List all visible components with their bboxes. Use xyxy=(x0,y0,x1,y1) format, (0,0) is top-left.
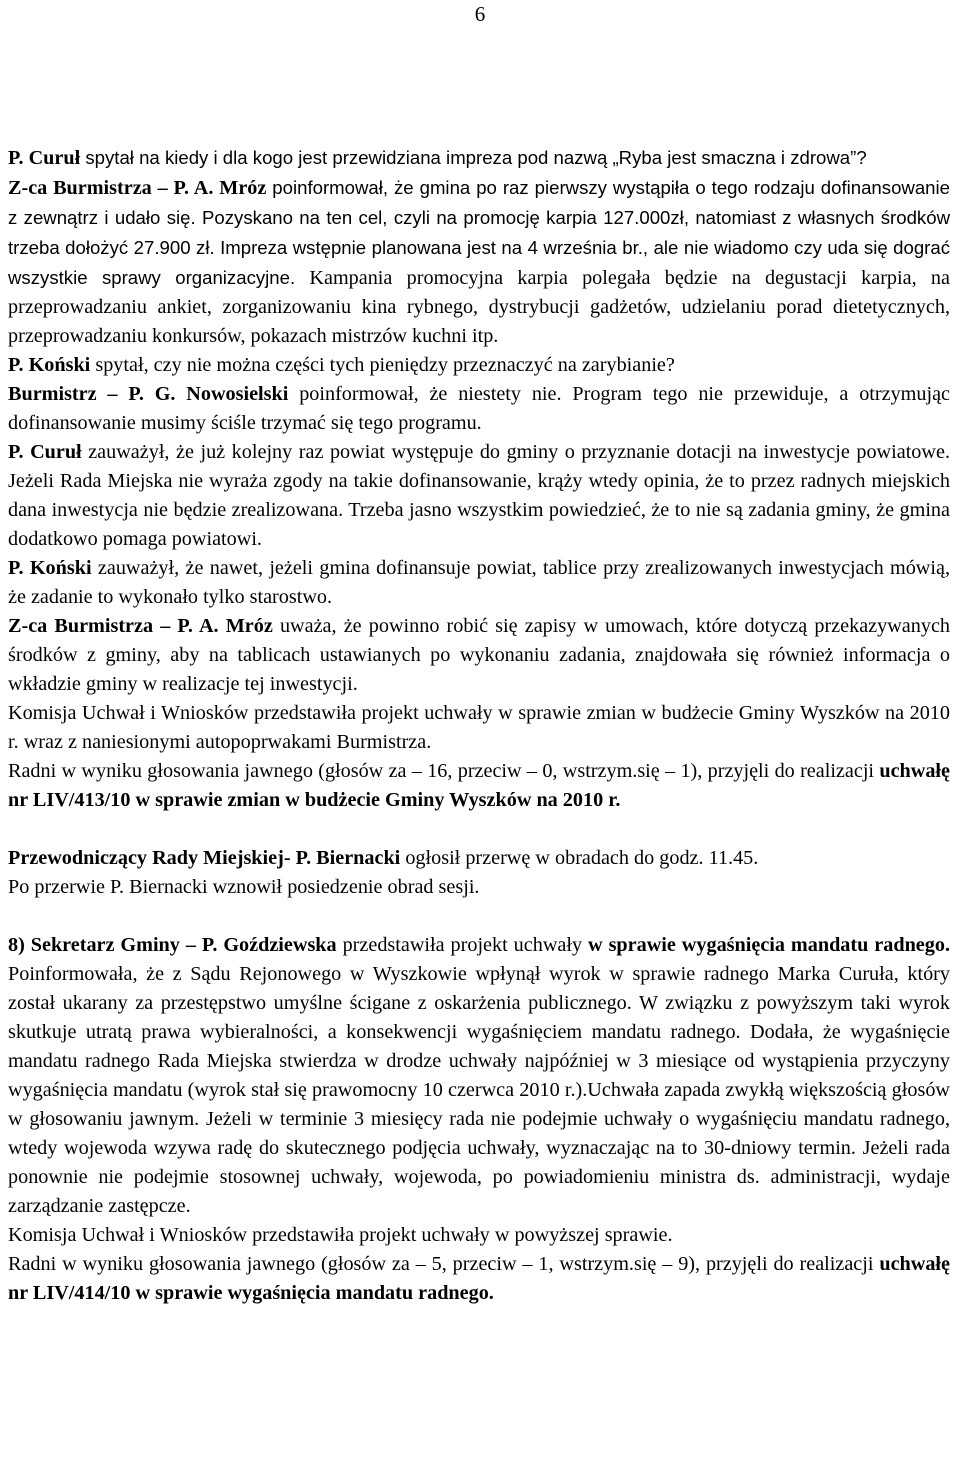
bold-text-run: Z-ca Burmistrza – P. A. Mróz xyxy=(8,177,267,199)
bold-text-run: P. Koński xyxy=(8,354,91,376)
bold-text-run: uchwałę nr LIV/413/10 w sprawie zmian w budżecie Gminy Wyszków na 2010 r. xyxy=(8,760,950,811)
text-run: Komisja Uchwał i Wniosków przedstawiła projekt uchwały w powyższej sprawie. xyxy=(8,1224,673,1246)
text-run: uważa, że powinno robić się zapisy w umowach, które dotyczą przekazywanych środków z gminy, aby na tablicach ustawianych po wykonaniu zadania, znajdowała się również informacja o wkładzie gminy w realizacje tej inwestycji. xyxy=(8,615,950,695)
text-run: Po przerwie P. Biernacki wznowił posiedzenie obrad sesji. xyxy=(8,876,480,898)
text-run: Kampania promocyjna karpia polegała będzie na degustacji karpia, na przeprowadzaniu ankiet, zorganizowaniu kina rybnego, dystrybucji gadżetów, udzielaniu porad dietetycznych, przeprowadzaniu konkursów, pokazach mistrzów kuchni itp. xyxy=(8,267,950,347)
bold-text-run: uchwałę nr LIV/414/10 w sprawie wygaśnięcia mandatu radnego. xyxy=(8,1253,950,1304)
paragraph xyxy=(8,351,950,380)
paragraph-gap xyxy=(8,815,950,844)
paragraph xyxy=(8,554,950,612)
paragraph xyxy=(8,699,950,757)
paragraph xyxy=(8,438,950,554)
text-run: zauważył, że już kolejny raz powiat występuje do gminy o przyznanie dotacji na inwestycje powiatowe. Jeżeli Rada Miejska nie wyraża zgody na takie dofinansowanie, krąży wtedy opinia, że to przez radnych miejskich dana inwestycja nie będzie zrealizowana. Trzeba jasno wszystkim powiedzieć, że to nie są zadania gminy, że gmina dodatkowo pomaga powiatowi. xyxy=(8,441,950,550)
text-run: spytał, czy nie można części tych pieniędzy przeznaczyć na zarybianie? xyxy=(90,354,675,376)
bold-text-run: 8) Sekretarz Gminy – P. Goździewska xyxy=(8,934,337,956)
page-number: 6 xyxy=(474,2,486,26)
text-run: ogłosił przerwę w obradach do godz. 11.45. xyxy=(400,847,759,869)
bold-text-run: Przewodniczący Rady Miejskiej- P. Biernacki xyxy=(8,847,401,869)
bold-text-run: P. Curuł xyxy=(8,441,82,463)
text-run: poinformował, że niestety nie. Program tego nie przewiduje, a otrzymując dofinansowanie musimy ściśle trzymać się tego programu. xyxy=(8,383,950,434)
paragraph xyxy=(8,873,950,902)
text-run: spytał na kiedy i dla kogo jest przewidziana impreza pod nazwą „Ryba jest smaczna i zdrowa”? xyxy=(80,147,867,168)
text-run: Radni w wyniku głosowania jawnego (głosów za – 5, przeciw – 1, wstrzym.się – 9), przyjęli do realizacji xyxy=(8,1253,880,1275)
paragraph-gap xyxy=(8,902,950,931)
bold-text-run: w sprawie wygaśnięcia mandatu radnego. xyxy=(588,934,950,956)
paragraph xyxy=(8,757,950,815)
paragraph xyxy=(8,1221,950,1250)
text-run: zauważył, że nawet, jeżeli gmina dofinansuje powiat, tablice przy zrealizowanych inwestycjach mówią, że zadanie to wykonało tylko starostwo. xyxy=(8,557,950,608)
paragraph xyxy=(8,1250,950,1308)
bold-text-run: Burmistrz – P. G. Nowosielski xyxy=(8,383,289,405)
text-run: Komisja Uchwał i Wniosków przedstawiła projekt uchwały w sprawie zmian w budżecie Gminy Wyszków na 2010 r. wraz z naniesionymi autopoprwakami Burmistrza. xyxy=(8,702,950,753)
text-run: przedstawiła projekt uchwały xyxy=(336,934,589,956)
paragraph xyxy=(8,931,950,1221)
text-run: Poinformowała, że z Sądu Rejonowego w Wyszkowie wpłynął wyrok w sprawie radnego Marka Curuła, który został ukarany za przestępstwo umyślne ścigane z oskarżenia publicznego. W związku z powyższym taki wyrok skutkuje utratą prawa wybieralności, a konsekwencji wygaśnięciem mandatu radnego. Dodała, że wygaśnięcie mandatu radnego Rada Miejska stwierdza w drodze uchwały najpóźniej w 3 miesiące od wystąpienia przyczyny wygaśnięcia mandatu (wyrok stał się prawomocny 10 czerwca 2010 r.).Uchwała zapada zwykłą większością głosów w głosowaniu jawnym. Jeżeli w terminie 3 miesięcy rada nie podejmie uchwały o wygaśnięciu mandatu radnego, wtedy wojewoda wzywa radę do skutecznego podjęcia uchwały, wyznaczając na to 30-dniowy termin. Jeżeli rada ponownie nie podejmie stosownej uchwały, wojewoda, po powiadomieniu ministra ds. administracji, wydaje zarządzanie zastępcze. xyxy=(8,963,950,1217)
paragraph xyxy=(8,844,950,873)
paragraph xyxy=(8,380,950,438)
document-body xyxy=(8,143,950,1308)
text-run: poinformował, że gmina po raz pierwszy wystąpiła o tego rodzaju dofinansowanie z zewnątrz i udało się. Pozyskano na ten cel, czyli na promocję karpia 127.000zł, natomiast z własnych środków trzeba dołożyć 27.900 zł. Impreza wstępnie planowana jest na 4 września br., ale nie wiadomo czy uda się dograć wszystkie sprawy organizacyjne. xyxy=(8,177,950,288)
paragraph xyxy=(8,143,950,173)
bold-text-run: P. Curuł xyxy=(8,147,81,169)
text-run: Radni w wyniku głosowania jawnego (głosów za – 16, przeciw – 0, wstrzym.się – 1), przyjęli do realizacji xyxy=(8,760,880,782)
bold-text-run: Z-ca Burmistrza – P. A. Mróz xyxy=(8,615,273,637)
paragraph xyxy=(8,612,950,699)
paragraph xyxy=(8,173,950,351)
bold-text-run: P. Koński xyxy=(8,557,92,579)
